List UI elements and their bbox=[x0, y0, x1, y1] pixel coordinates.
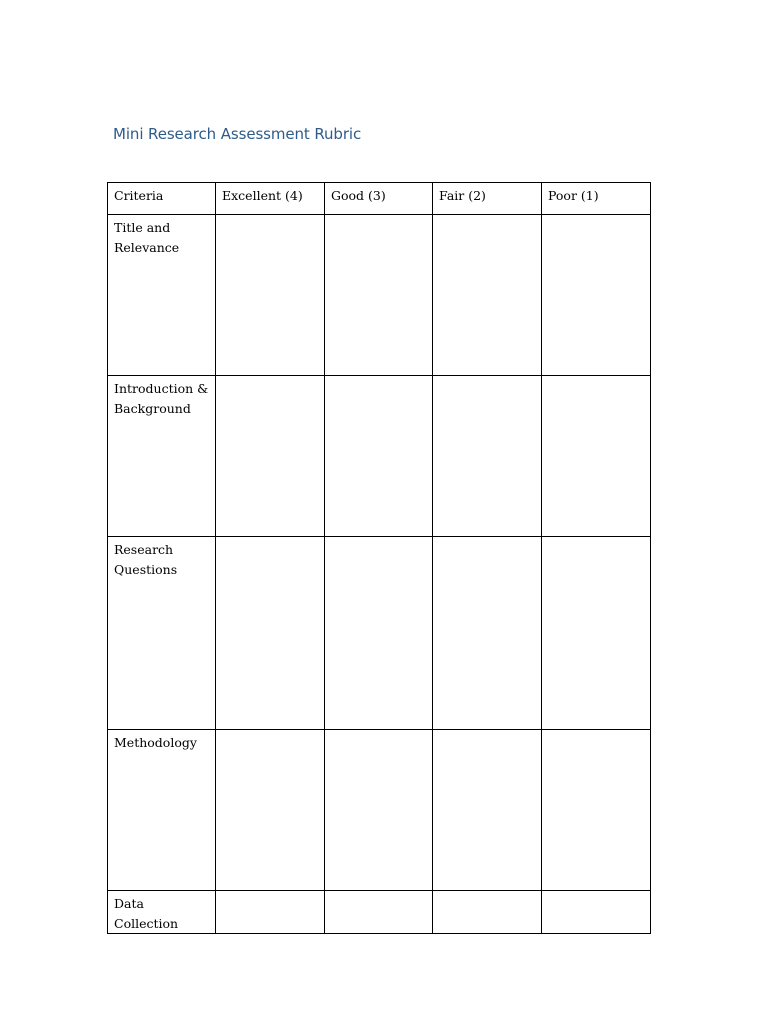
score-cell-good bbox=[325, 730, 433, 891]
score-cell-fair bbox=[433, 376, 542, 537]
rubric-table bbox=[107, 182, 651, 934]
table-row bbox=[108, 376, 651, 537]
table-row bbox=[108, 891, 651, 934]
score-cell-good bbox=[325, 215, 433, 376]
criterion-cell: Title and Relevance bbox=[108, 215, 216, 376]
score-cell-excellent bbox=[216, 537, 325, 730]
criterion-cell: Introduction & Background bbox=[108, 376, 216, 537]
score-cell-poor bbox=[542, 376, 651, 537]
column-header-criteria: Criteria bbox=[108, 183, 216, 215]
table-row bbox=[108, 215, 651, 376]
score-cell-excellent bbox=[216, 891, 325, 934]
score-cell-fair bbox=[433, 215, 542, 376]
score-cell-fair bbox=[433, 537, 542, 730]
score-cell-excellent bbox=[216, 730, 325, 891]
score-cell-good bbox=[325, 376, 433, 537]
column-header-excellent: Excellent (4) bbox=[216, 183, 325, 215]
criterion-cell: Methodology bbox=[108, 730, 216, 891]
score-cell-poor bbox=[542, 215, 651, 376]
table-row bbox=[108, 730, 651, 891]
score-cell-excellent bbox=[216, 215, 325, 376]
column-header-good: Good (3) bbox=[325, 183, 433, 215]
criterion-cell: Research Questions bbox=[108, 537, 216, 730]
column-header-fair: Fair (2) bbox=[433, 183, 542, 215]
header-row bbox=[108, 183, 651, 215]
score-cell-poor bbox=[542, 537, 651, 730]
table-row bbox=[108, 537, 651, 730]
page-title: Mini Research Assessment Rubric bbox=[113, 125, 362, 143]
criterion-cell: Data Collection bbox=[108, 891, 216, 934]
score-cell-good bbox=[325, 537, 433, 730]
score-cell-poor bbox=[542, 891, 651, 934]
score-cell-fair bbox=[433, 891, 542, 934]
score-cell-fair bbox=[433, 730, 542, 891]
score-cell-excellent bbox=[216, 376, 325, 537]
score-cell-good bbox=[325, 891, 433, 934]
score-cell-poor bbox=[542, 730, 651, 891]
column-header-poor: Poor (1) bbox=[542, 183, 651, 215]
